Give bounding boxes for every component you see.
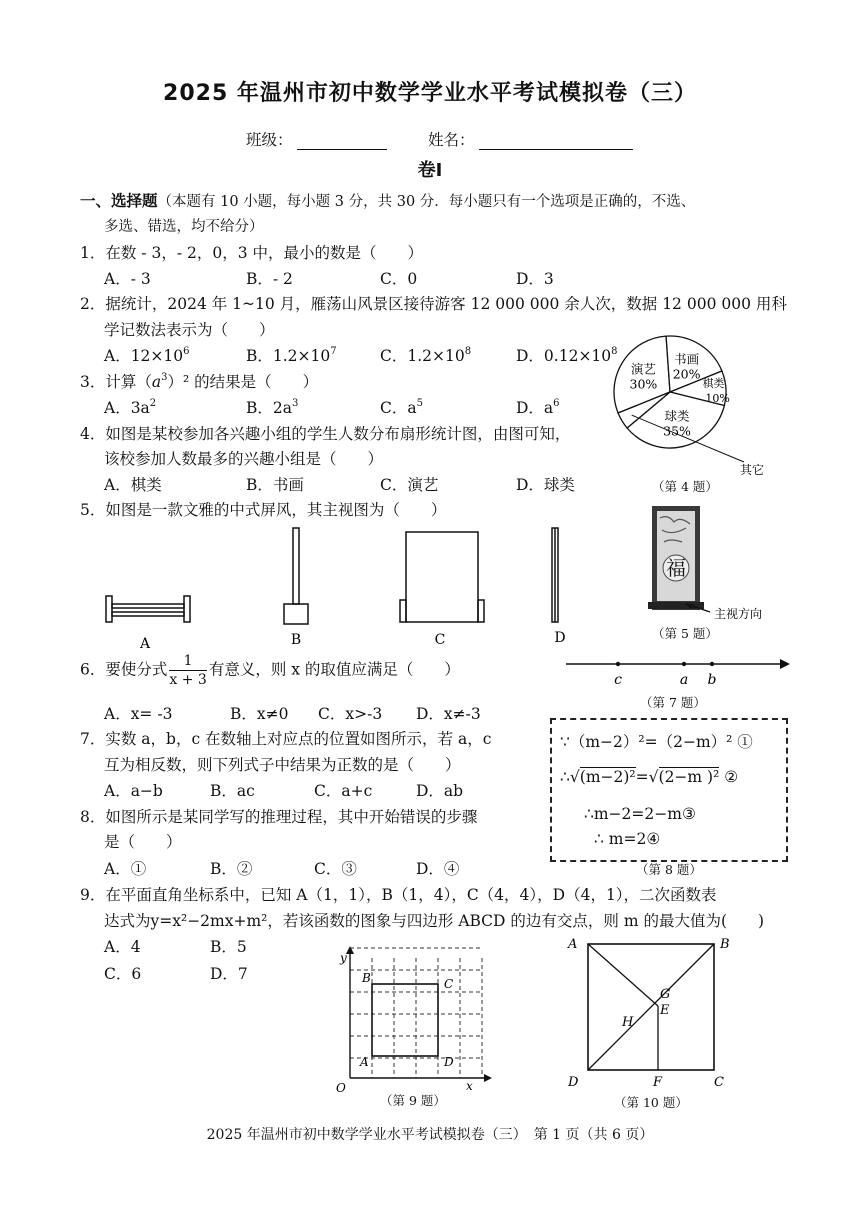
x-axis-arrow	[484, 1074, 492, 1082]
q3-c-text: C．a	[380, 399, 417, 417]
q3-b-exp: 3	[292, 398, 299, 409]
q3-stem-pre: 3．计算（	[80, 373, 152, 391]
pie-value-3: 10%	[705, 391, 730, 405]
q7-caption: （第 7 题）	[640, 695, 706, 710]
part-one-heading	[80, 189, 695, 211]
axis-x-label: x	[466, 1079, 473, 1093]
q4-option-a[interactable]: A．棋类	[104, 476, 162, 494]
q3-stem-post: ）² 的结果是（ ）	[167, 373, 319, 391]
q8-step-1: ∵（m−2）²=（2−m）² ①	[560, 733, 753, 751]
q4-option-c[interactable]: C．演艺	[380, 476, 439, 494]
q7-number-line	[560, 652, 796, 692]
q6-frac-num: 1	[169, 652, 206, 671]
q7-stem-1: 7．实数 a，b，c 在数轴上对应点的位置如图所示，若 a，c	[80, 730, 492, 748]
q5-options-figure	[100, 524, 580, 650]
q10-caption: （第 10 题）	[614, 1095, 688, 1110]
segment-ag	[588, 944, 658, 1006]
screen-base	[648, 602, 704, 609]
q2-option-d[interactable]	[516, 344, 618, 366]
name-label: 姓名：	[428, 131, 475, 149]
q6-option-c[interactable]: C．x>-3	[318, 705, 383, 723]
point-d10-label: D	[568, 1075, 579, 1090]
origin-label: O	[336, 1081, 346, 1094]
q9-option-a[interactable]: A．4	[104, 938, 141, 956]
q6-stem-pre: 6．要使分式	[80, 660, 168, 679]
q2-option-a[interactable]	[104, 344, 190, 366]
q5-figure-c[interactable]	[400, 532, 484, 622]
point-c9-label: C	[444, 977, 454, 991]
q8-step-3: ∴m−2=2−m③	[584, 805, 696, 823]
part-one-title: 一、选择题	[80, 191, 158, 210]
q8-step2-right: (2−m )²	[658, 768, 720, 786]
q9-stem-1: 9．在平面直角坐标系中，已知 A（1，1），B（1，4），C（4，4），D（4，1），二次函数表	[80, 886, 717, 904]
q2-c-text: C．1.2×10	[380, 347, 465, 365]
pie-label-2: 书画	[674, 351, 700, 367]
q6-option-b[interactable]: B．x≠0	[230, 705, 289, 723]
q3-option-c[interactable]	[380, 396, 423, 418]
q3-option-a[interactable]	[104, 396, 156, 418]
page-footer: 2025 年温州市初中数学学业水平考试模拟卷（三） 第 1 页（共 6 页）	[206, 1127, 654, 1143]
point-c10-label: C	[714, 1075, 724, 1090]
pie-label-4: 球类	[664, 408, 690, 424]
q3-option-b[interactable]	[246, 396, 298, 418]
q4-caption: （第 4 题）	[652, 479, 718, 494]
q3-b-text: B．2a	[246, 399, 292, 417]
q9-option-d[interactable]: D．7	[210, 965, 248, 983]
q3-stem-var: a	[151, 373, 162, 391]
point-b-label: b	[707, 672, 717, 688]
q5-figure-d[interactable]	[552, 528, 558, 622]
q8-option-b[interactable]: B．②	[210, 860, 253, 878]
q3-a-text: A．3a	[104, 399, 150, 417]
point-d9-label: D	[444, 1055, 454, 1069]
q8-step2-mark: ②	[724, 768, 739, 786]
q8-step-4: ∴ m=2④	[594, 830, 661, 848]
q6-option-d[interactable]: D．x≠-3	[416, 705, 481, 723]
q8-stem-1: 8．如图所示是某同学写的推理过程，其中开始错误的步骤	[80, 808, 478, 826]
square-abcd	[372, 984, 438, 1056]
section-title: 卷Ⅰ	[417, 160, 443, 181]
direction-label: 主视方向	[714, 607, 763, 621]
q1-option-d[interactable]: D．3	[516, 270, 554, 288]
q5-label-d: D	[554, 630, 566, 646]
diagonal-bd	[588, 944, 714, 1070]
q5-stem: 5．如图是一款文雅的中式屏风，其主视图为（ ）	[80, 501, 447, 519]
q8-step2-pre: ∴	[560, 768, 570, 786]
q3-a-exp: 2	[149, 398, 157, 409]
q1-option-a[interactable]: A．- 3	[104, 270, 151, 288]
q9-caption: （第 9 题）	[380, 1093, 446, 1108]
q3-stem-exp: 3	[161, 372, 168, 383]
q8-stem-2: 是（ ）	[104, 833, 182, 851]
point-a-label: a	[679, 672, 689, 688]
q9-option-c[interactable]: C．6	[104, 965, 142, 983]
q9-coordinate-grid	[330, 944, 500, 1094]
class-field	[246, 128, 387, 150]
sqrt-sign-icon: √	[648, 768, 659, 786]
pie-label-1: 演艺	[630, 361, 656, 377]
q8-step2-left: (m−2)²	[579, 768, 636, 786]
q4-stem-1: 4．如图是某校参加各兴趣小组的学生人数分布扇形统计图，由图可知，	[80, 425, 571, 443]
q2-a-exp: 6	[183, 346, 190, 357]
point-g-label: G	[660, 987, 671, 1002]
q9-option-b[interactable]: B．5	[210, 938, 247, 956]
q4-option-b[interactable]: B．书画	[246, 476, 304, 494]
q8-option-c[interactable]: C．③	[314, 860, 357, 878]
point-b	[710, 662, 714, 666]
point-b10-label: B	[720, 937, 730, 952]
grid-lines	[350, 948, 482, 1078]
q6-frac-den: x + 3	[169, 672, 207, 688]
q5-figure-b[interactable]	[284, 528, 308, 624]
part-one-instructions: （本题有 10 小题，每小题 3 分，共 30 分．每小题只有一个选项是正确的，不选、	[157, 194, 696, 210]
sqrt-sign-icon: √	[569, 768, 580, 786]
point-c-label: c	[614, 672, 622, 688]
screen-character: 福	[666, 556, 686, 580]
class-label: 班级：	[246, 131, 293, 149]
pie-slices	[614, 336, 744, 462]
q2-b-text: B．1.2×10	[246, 347, 331, 365]
point-a	[682, 662, 686, 666]
q10-square-figure	[560, 930, 740, 1092]
q8-step2-eq: =	[635, 768, 649, 786]
q6-option-a[interactable]: A．x= -3	[104, 705, 173, 723]
pie-value-1: 30%	[629, 376, 658, 392]
q3-c-exp: 5	[416, 398, 423, 409]
name-blank[interactable]	[479, 133, 633, 150]
q6-stem-post: 有意义，则 x 的取值应满足（ ）	[208, 660, 460, 679]
q2-c-exp: 8	[464, 346, 472, 357]
point-f-label: F	[653, 1075, 663, 1090]
q5-label-a: A	[139, 636, 151, 650]
q3-stem	[80, 370, 318, 392]
q1-stem: 1．在数 - 3，- 2，0，3 中，最小的数是（ ）	[80, 244, 423, 262]
point-a10-label: A	[568, 937, 578, 952]
q4-option-d[interactable]: D．球类	[516, 476, 575, 494]
name-field	[428, 128, 633, 150]
point-b9-label: B	[362, 971, 371, 985]
axis-y-label: y	[340, 951, 347, 965]
q2-option-c[interactable]	[380, 344, 471, 366]
q5-screen-photo	[640, 502, 790, 622]
pie-value-4: 35%	[663, 423, 691, 439]
q8-option-a[interactable]: A．①	[104, 860, 147, 878]
q2-b-exp: 7	[330, 346, 337, 357]
page-title: 2025 年温州市初中数学学业水平考试模拟卷（三）	[163, 81, 697, 106]
q7-option-d[interactable]: D．ab	[416, 782, 464, 800]
q3-option-d[interactable]	[516, 396, 560, 418]
q3-d-text: D．a	[516, 399, 554, 417]
q1-option-b[interactable]: B．- 2	[246, 270, 293, 288]
q2-stem-1: 2．据统计，2024 年 1~10 月，雁荡山风景区接待游客 12 000 000 余人次，数据 12 000 000 用科	[80, 295, 787, 313]
q2-option-b[interactable]	[246, 344, 337, 366]
q6-fraction	[169, 652, 206, 689]
q4-stem-2: 该校参加人数最多的兴趣小组是（ ）	[104, 450, 384, 468]
q5-caption: （第 5 题）	[652, 626, 718, 641]
point-c	[616, 662, 620, 666]
part-one-instructions-2: 多选、错选，均不给分）	[104, 219, 264, 235]
number-line-arrow	[780, 659, 790, 669]
q7-option-a[interactable]: A．a−b	[104, 782, 163, 800]
q7-stem-2: 互为相反数，则下列式子中结果为正数的是（ ）	[104, 756, 461, 774]
q7-option-b[interactable]: B．ac	[210, 782, 255, 800]
q2-d-exp: 8	[611, 346, 618, 357]
pie-label-other: 其它	[740, 463, 765, 477]
q9-stem-2: 达式为y=x²−2mx+m²，若该函数的图象与四边形 ABCD 的边有交点，则 m 的最大值为( )	[104, 912, 765, 930]
q6-stem	[80, 652, 460, 689]
q5-label-b: B	[290, 632, 302, 648]
q8-caption: （第 8 题）	[636, 862, 702, 877]
pie-value-2: 20%	[672, 366, 701, 382]
q2-a-text: A．12×10	[104, 347, 184, 365]
q2-stem-2: 学记数法表示为（ ）	[104, 321, 275, 339]
pie-label-3: 棋类	[702, 376, 725, 390]
class-blank[interactable]	[297, 133, 387, 150]
q2-d-text: D．0.12×10	[516, 347, 612, 365]
point-h-label: H	[622, 1015, 634, 1030]
q1-option-c[interactable]: C．0	[380, 270, 418, 288]
point-e-label: E	[660, 1003, 670, 1018]
y-axis-arrow	[346, 946, 354, 954]
q5-figure-a[interactable]	[106, 596, 190, 622]
q8-step-2	[560, 768, 738, 786]
q7-option-c[interactable]: C．a+c	[314, 782, 373, 800]
q5-label-c: C	[434, 632, 446, 648]
q3-d-exp: 6	[553, 398, 560, 409]
point-a9-label: A	[360, 1055, 369, 1069]
q8-option-d[interactable]: D．④	[416, 860, 460, 878]
q4-pie-chart	[612, 330, 782, 480]
